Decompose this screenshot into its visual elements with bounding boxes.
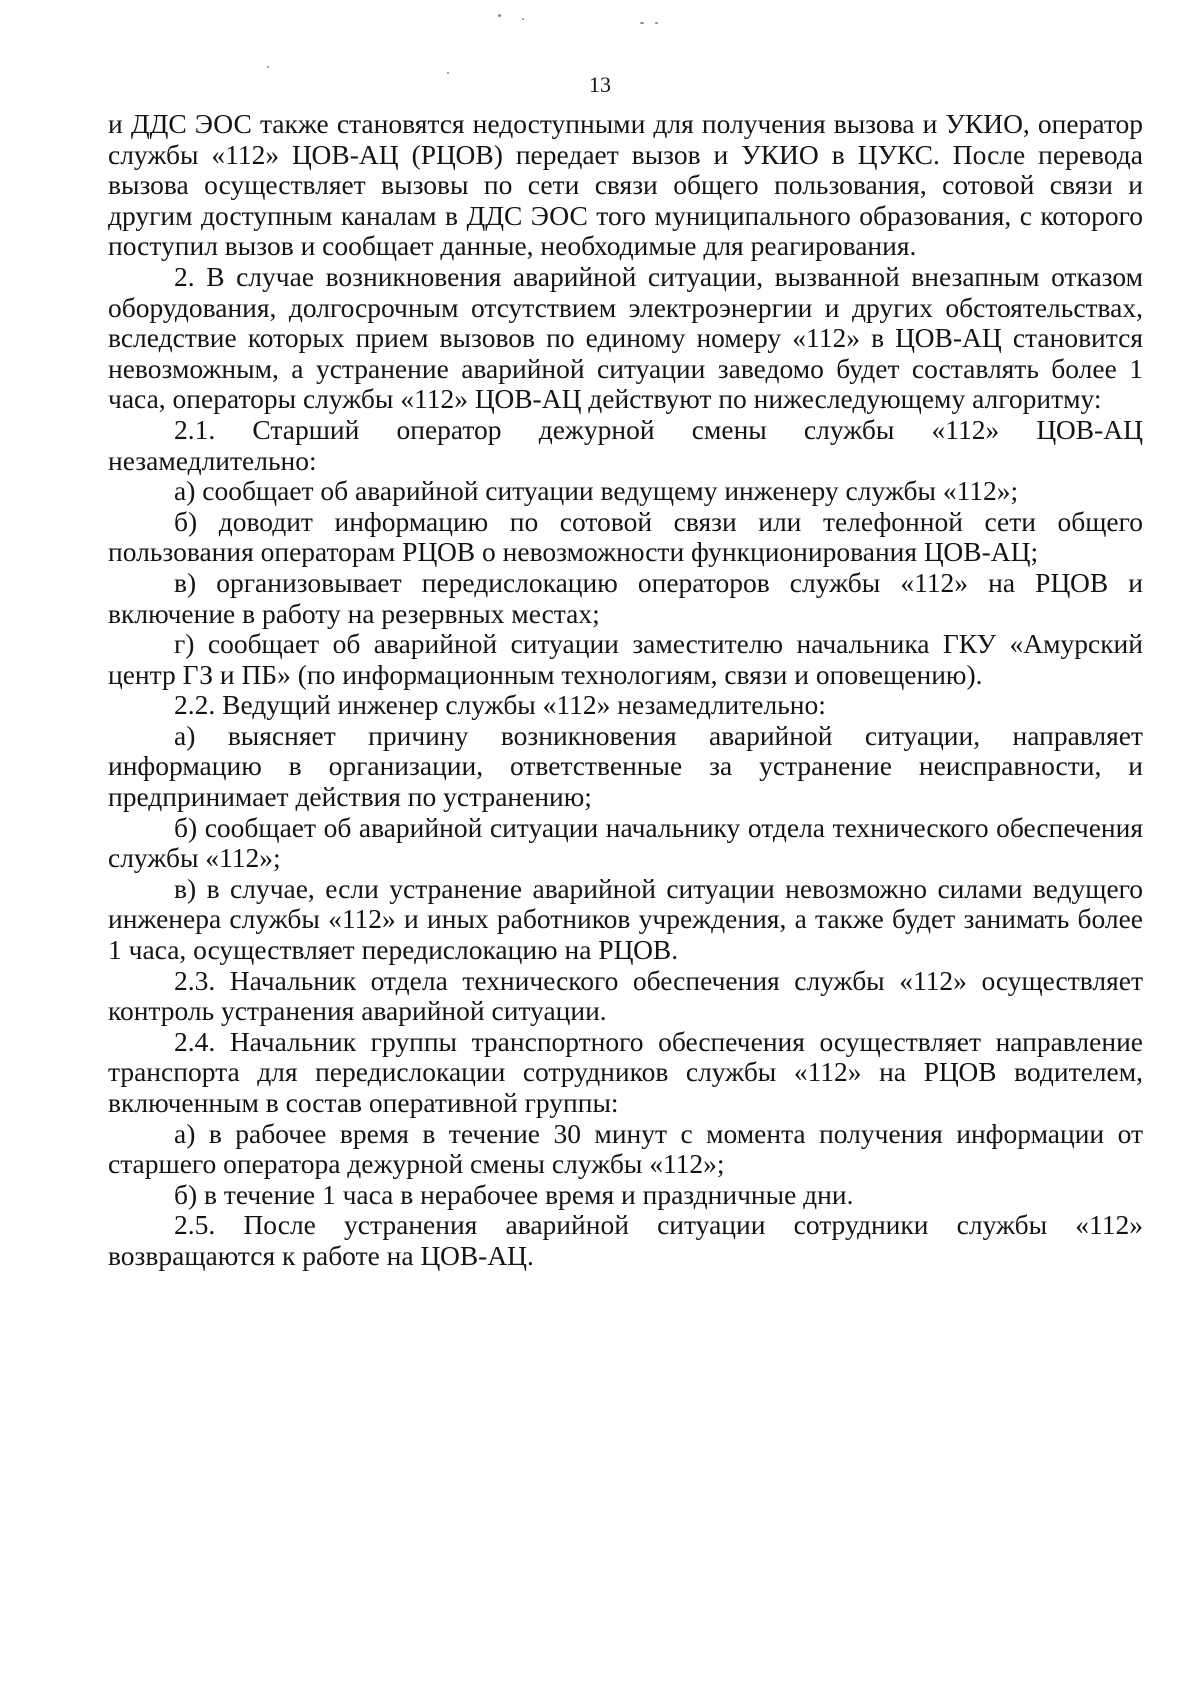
document-body (108, 109, 1143, 1272)
paragraph-2-1-g: г) сообщает об аварийной ситуации заместителю начальника ГКУ «Амурский центр ГЗ и ПБ» (по информационным технологиям, связи и оповещению). (108, 628, 1143, 690)
paragraph-2-2-a: а) выясняет причину возникновения аварийной ситуации, направляет информацию в организации, ответственные за устранение неисправности, и предпринимает действия по устранению; (108, 719, 1143, 813)
paragraph-2-4: 2.4. Начальник группы транспортного обеспечения осуществляет направление транспорта для передислокации сотрудников службы «112» на РЦОВ водителем, включенным в состав оперативной группы: (108, 1025, 1143, 1118)
scan-artifact (522, 18, 524, 20)
scan-artifact (640, 22, 644, 24)
paragraph-2-3: 2.3. Начальник отдела технического обеспечения службы «112» осуществляет контроль устранения аварийной ситуации. (108, 964, 1143, 1027)
paragraph-2-1: 2.1. Старший оператор дежурной смены службы «112» ЦОВ-АЦ незамедлительно: (108, 413, 1143, 476)
paragraph-2-1-v: в) организовывает передислокацию операторов службы «112» на РЦОВ и включение в работу на резервных местах; (108, 566, 1143, 629)
paragraph-intro: и ДДС ЭОС также становятся недоступными для получения вызова и УКИО, оператор службы «112» ЦОВ-АЦ (РЦОВ) передает вызов и УКИО в ЦУКС. После перевода вызова осуществляет вызовы по сети связи общего пользования, сотовой связи и другим доступным каналам в ДДС ЭОС того муниципального образования, с которого поступил вызов и сообщает данные, необходимые для реагирования. (108, 108, 1143, 262)
paragraph-2-5: 2.5. После устранения аварийной ситуации сотрудники службы «112» возвращаются к работе на ЦОВ-АЦ. (108, 1209, 1143, 1271)
paragraph-2-4-a: а) в рабочее время в течение 30 минут с момента получения информации от старшего оператора дежурной смены службы «112»; (108, 1117, 1143, 1180)
scan-artifact (267, 66, 269, 68)
paragraph-2-4-b: б) в течение 1 часа в нерабочее время и праздничные дни. (174, 1178, 854, 1210)
paragraph-2: 2. В случае возникновения аварийной ситуации, вызванной внезапным отказом оборудования, долгосрочным отсутствием электроэнергии и других обстоятельствах, вследствие которых прием вызовов по единому номеру «112» в ЦОВ-АЦ становится невозможным, а устранение аварийной ситуации заведомо будет составлять более 1 часа, операторы службы «112» ЦОВ-АЦ действуют по нижеследующему алгоритму: (108, 260, 1143, 415)
paragraph-2-2: 2.2. Ведущий инженер службы «112» незамедлительно: (174, 689, 826, 721)
paragraph-2-2-b: б) сообщает об аварийной ситуации начальнику отдела технического обеспечения службы «112»; (108, 811, 1143, 874)
paragraph-2-1-a: а) сообщает об аварийной ситуации ведущему инженеру службы «112»; (174, 475, 1019, 507)
paragraph-2-1-b: б) доводит информацию по сотовой связи или телефонной сети общего пользования операторам РЦОВ о невозможности функционирования ЦОВ-АЦ; (108, 505, 1143, 568)
scan-artifact (498, 14, 501, 17)
page-number: 13 (589, 72, 611, 97)
scan-artifact (655, 22, 658, 24)
paragraph-2-2-v: в) в случае, если устранение аварийной ситуации невозможно силами ведущего инженера службы «112» и иных работников учреждения, а также будет занимать более 1 часа, осуществляет передислокацию на РЦОВ. (108, 872, 1143, 966)
